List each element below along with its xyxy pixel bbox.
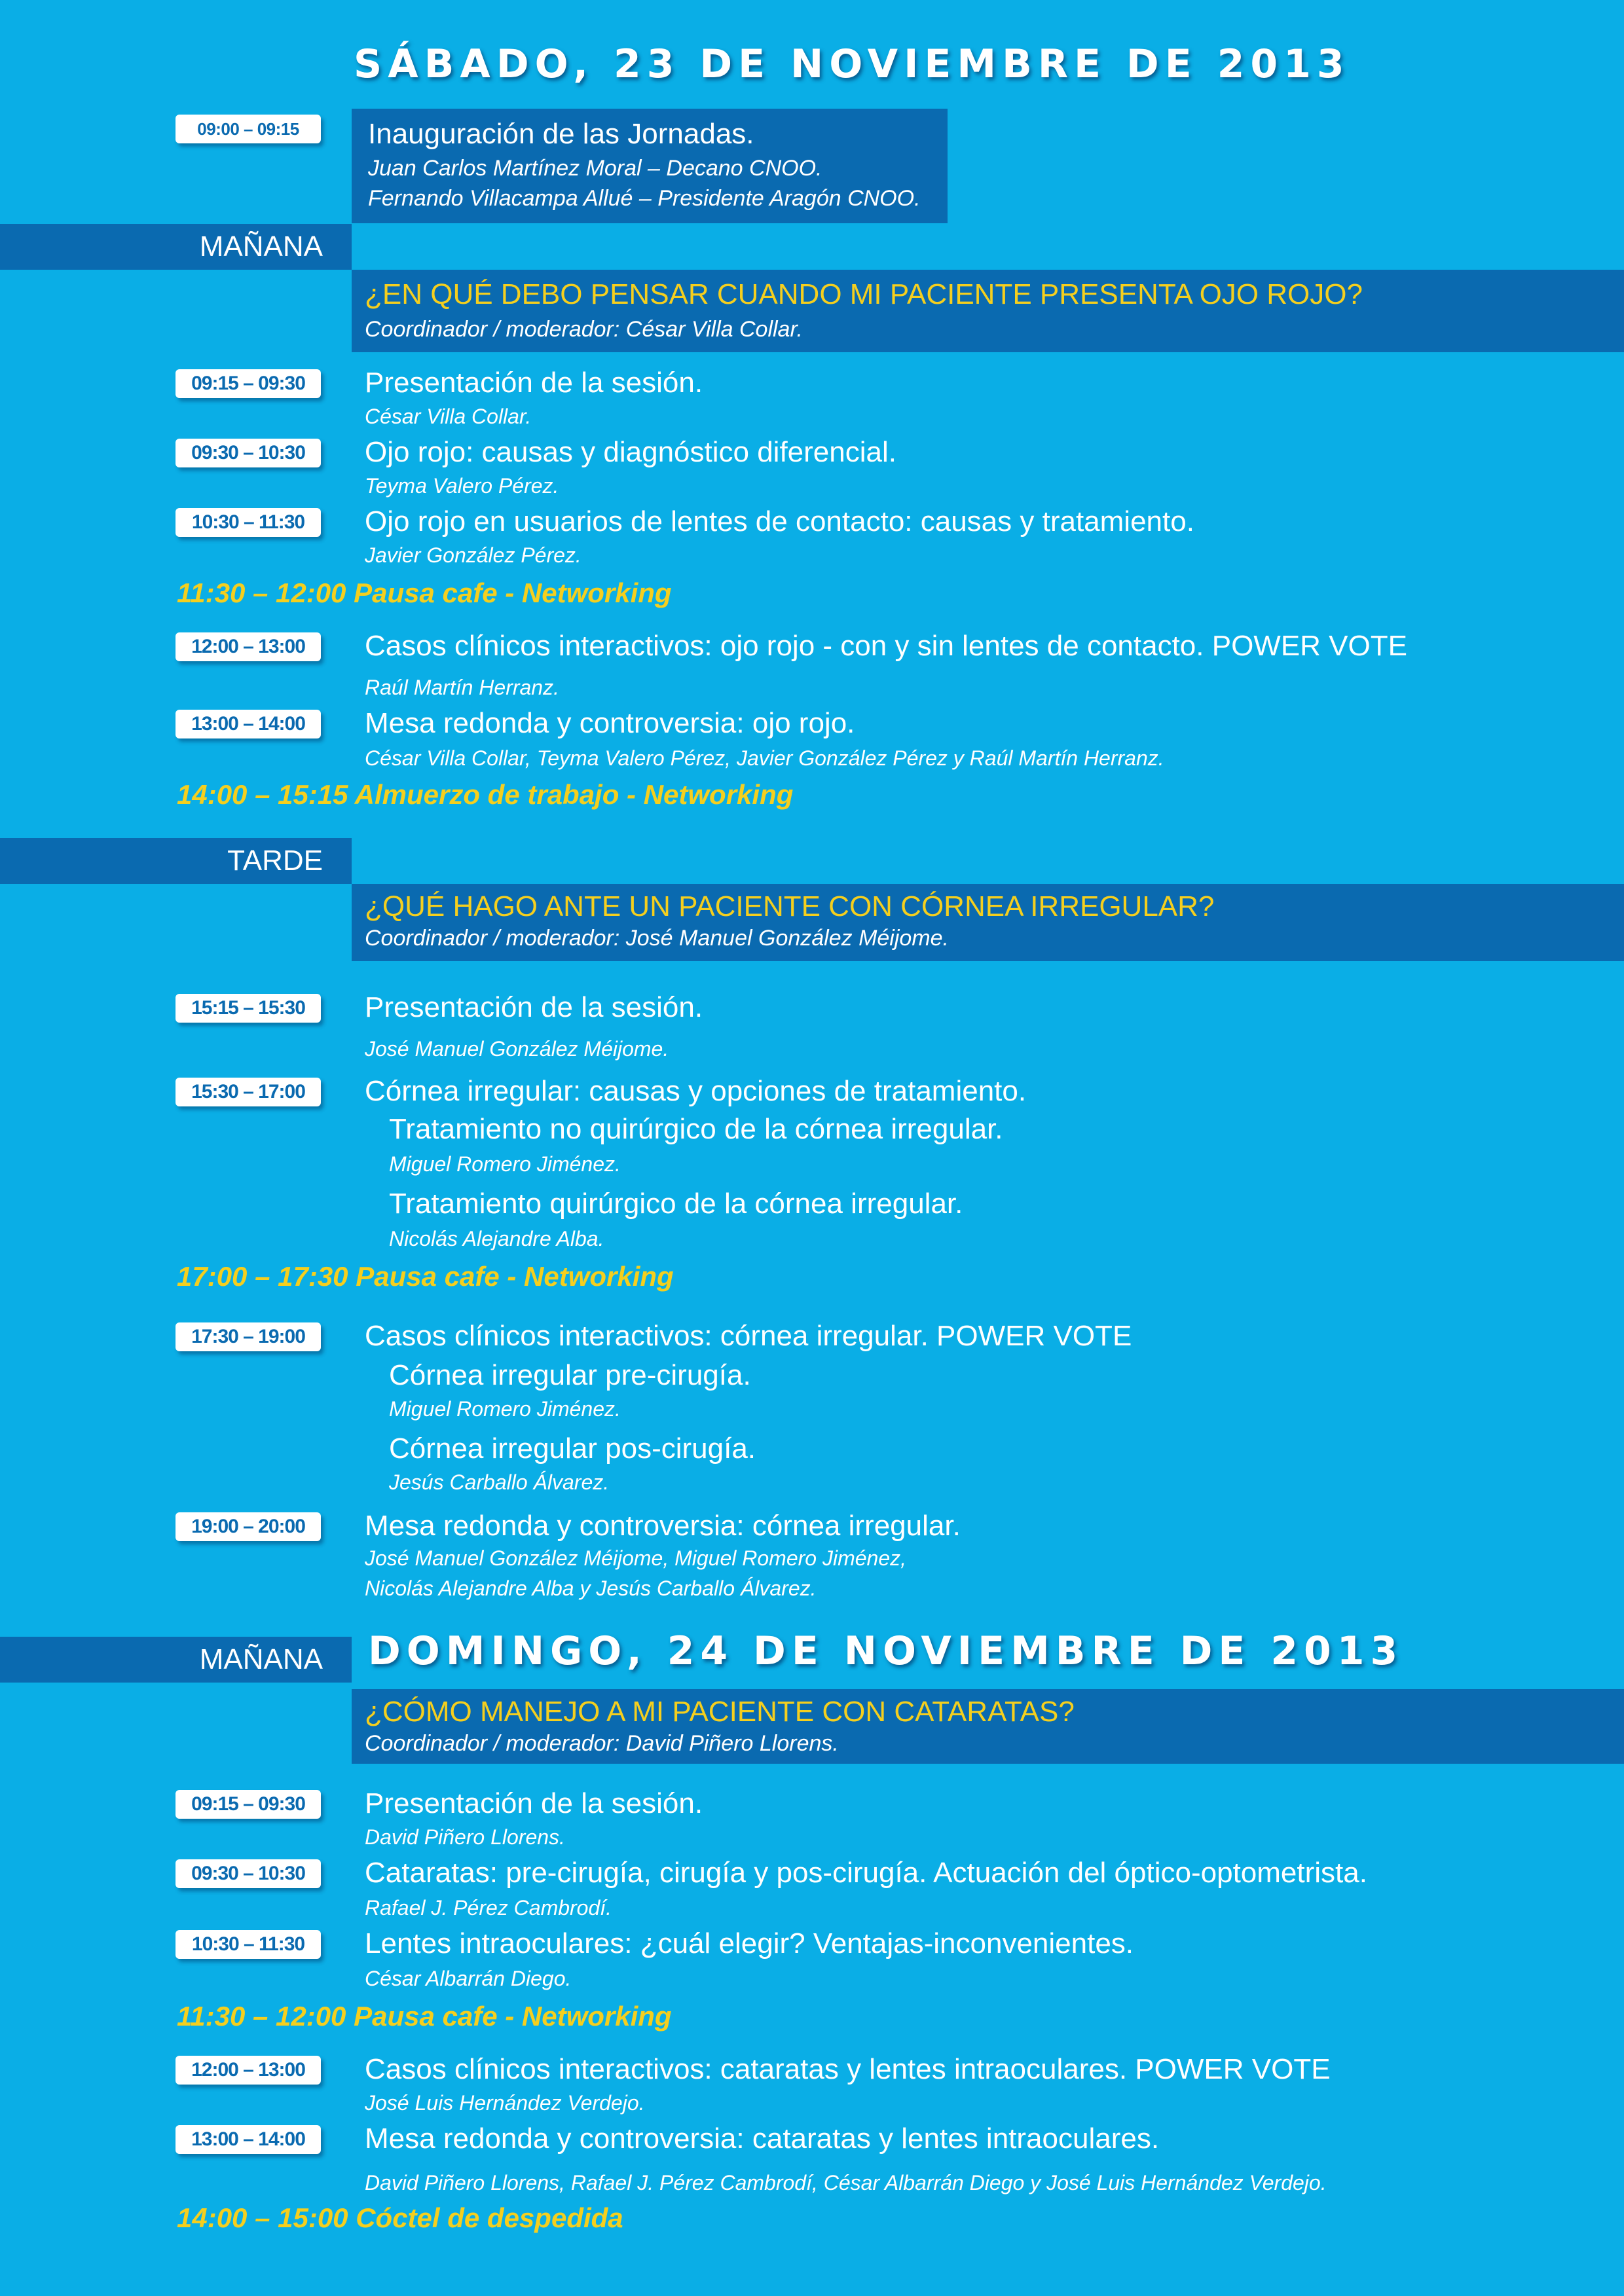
talk-speaker: David Piñero Llorens, Rafael J. Pérez Cambrodí, César Albarrán Diego y José Luis Hernández Verdejo. [365, 2171, 1327, 2195]
time-badge: 17:30 – 19:00 [175, 1322, 321, 1351]
talk-title: Cataratas: pre-cirugía, cirugía y pos-cirugía. Actuación del óptico-optometrista. [365, 1857, 1367, 1889]
subtalk-speaker: Miguel Romero Jiménez. [389, 1397, 621, 1421]
session-title: ¿QUÉ HAGO ANTE UN PACIENTE CON CÓRNEA IRREGULAR? [365, 890, 1215, 922]
subtalk-speaker: Nicolás Alejandre Alba. [389, 1227, 604, 1250]
subtalk-speaker: Miguel Romero Jiménez. [389, 1152, 621, 1176]
talk-speaker: David Piñero Llorens. [365, 1825, 565, 1849]
section-label-morning: MAÑANA [0, 224, 352, 270]
talk-title: Presentación de la sesión. [365, 991, 703, 1023]
time-badge: 19:00 – 20:00 [175, 1512, 321, 1541]
break-coffee: 17:00 – 17:30 Pausa cafe - Networking [177, 1261, 674, 1292]
time-badge: 09:15 – 09:30 [175, 1790, 321, 1819]
break-coffee: 11:30 – 12:00 Pausa cafe - Networking [177, 577, 672, 608]
talk-speaker: César Villa Collar. [365, 405, 532, 428]
talk-speaker: Teyma Valero Pérez. [365, 474, 559, 498]
time-badge: 09:30 – 10:30 [175, 439, 321, 467]
opening-title: Inauguración de las Jornadas. [368, 118, 754, 150]
talk-title: Casos clínicos interactivos: ojo rojo - con y sin lentes de contacto. POWER VOTE [365, 630, 1407, 662]
subtalk-title: Tratamiento no quirúrgico de la córnea irregular. [389, 1113, 1003, 1145]
talk-title: Mesa redonda y controversia: ojo rojo. [365, 707, 855, 739]
time-badge: 10:30 – 11:30 [175, 508, 321, 537]
time-badge: 13:00 – 14:00 [175, 710, 321, 738]
talk-title: Presentación de la sesión. [365, 1787, 703, 1819]
talk-speaker: José Manuel González Méijome. [365, 1037, 669, 1061]
talk-title: Ojo rojo: causas y diagnóstico diferencial. [365, 436, 896, 468]
time-badge: 13:00 – 14:00 [175, 2125, 321, 2154]
talk-speaker: José Luis Hernández Verdejo. [365, 2091, 645, 2115]
break-farewell: 14:00 – 15:00 Cóctel de despedida [177, 2202, 623, 2233]
talk-speaker: Nicolás Alejandre Alba y Jesús Carballo Álvarez. [365, 1576, 817, 1600]
subtalk-title: Córnea irregular pos-cirugía. [389, 1432, 756, 1465]
subtalk-title: Tratamiento quirúrgico de la córnea irregular. [389, 1188, 963, 1220]
session-title: ¿CÓMO MANEJO A MI PACIENTE CON CATARATAS? [365, 1696, 1075, 1728]
talk-speaker: Rafael J. Pérez Cambrodí. [365, 1896, 612, 1920]
session-coordinator: Coordinador / moderador: César Villa Collar. [365, 317, 803, 342]
talk-speaker: Javier González Pérez. [365, 543, 581, 567]
talk-title: Ojo rojo en usuarios de lentes de contacto: causas y tratamiento. [365, 505, 1194, 538]
break-lunch: 14:00 – 15:15 Almuerzo de trabajo - Networking [177, 779, 794, 810]
talk-speaker: Raúl Martín Herranz. [365, 676, 559, 699]
opening-block [352, 109, 948, 223]
section-label-afternoon: TARDE [0, 838, 352, 884]
break-coffee: 11:30 – 12:00 Pausa cafe - Networking [177, 2001, 672, 2032]
time-badge: 15:30 – 17:00 [175, 1078, 321, 1106]
day-title-saturday: SÁBADO, 23 DE NOVIEMBRE DE 2013 [354, 41, 1350, 87]
talk-title: Lentes intraoculares: ¿cuál elegir? Ventajas-inconvenientes. [365, 1927, 1134, 1959]
time-badge: 09:00 – 09:15 [175, 115, 321, 143]
time-badge: 10:30 – 11:30 [175, 1930, 321, 1959]
time-badge: 09:15 – 09:30 [175, 369, 321, 398]
subtalk-title: Córnea irregular pre-cirugía. [389, 1359, 751, 1391]
opening-person: Fernando Villacampa Allué – Presidente Aragón CNOO. [368, 186, 921, 211]
day-title-sunday: DOMINGO, 24 DE NOVIEMBRE DE 2013 [368, 1628, 1404, 1674]
session-title: ¿EN QUÉ DEBO PENSAR CUANDO MI PACIENTE PRESENTA OJO ROJO? [365, 278, 1363, 310]
talk-title: Casos clínicos interactivos: cataratas y lentes intraoculares. POWER VOTE [365, 2053, 1331, 2085]
session-coordinator: Coordinador / moderador: David Piñero Llorens. [365, 1731, 839, 1756]
talk-title: Casos clínicos interactivos: córnea irregular. POWER VOTE [365, 1320, 1132, 1352]
talk-speaker: César Villa Collar, Teyma Valero Pérez, Javier González Pérez y Raúl Martín Herranz. [365, 746, 1164, 770]
talk-speaker: César Albarrán Diego. [365, 1967, 572, 1990]
subtalk-speaker: Jesús Carballo Álvarez. [389, 1470, 610, 1494]
talk-title: Mesa redonda y controversia: cataratas y lentes intraoculares. [365, 2123, 1160, 2155]
time-badge: 12:00 – 13:00 [175, 2056, 321, 2085]
time-badge: 09:30 – 10:30 [175, 1859, 321, 1888]
talk-speaker: José Manuel González Méijome, Miguel Romero Jiménez, [365, 1546, 907, 1570]
time-badge: 12:00 – 13:00 [175, 632, 321, 661]
section-label-morning: MAÑANA [0, 1637, 352, 1683]
talk-title: Presentación de la sesión. [365, 367, 703, 399]
opening-person: Juan Carlos Martínez Moral – Decano CNOO. [368, 156, 822, 181]
session-coordinator: Coordinador / moderador: José Manuel González Méijome. [365, 926, 950, 951]
talk-title: Córnea irregular: causas y opciones de tratamiento. [365, 1075, 1027, 1107]
time-badge: 15:15 – 15:30 [175, 994, 321, 1023]
talk-title: Mesa redonda y controversia: córnea irregular. [365, 1510, 961, 1542]
